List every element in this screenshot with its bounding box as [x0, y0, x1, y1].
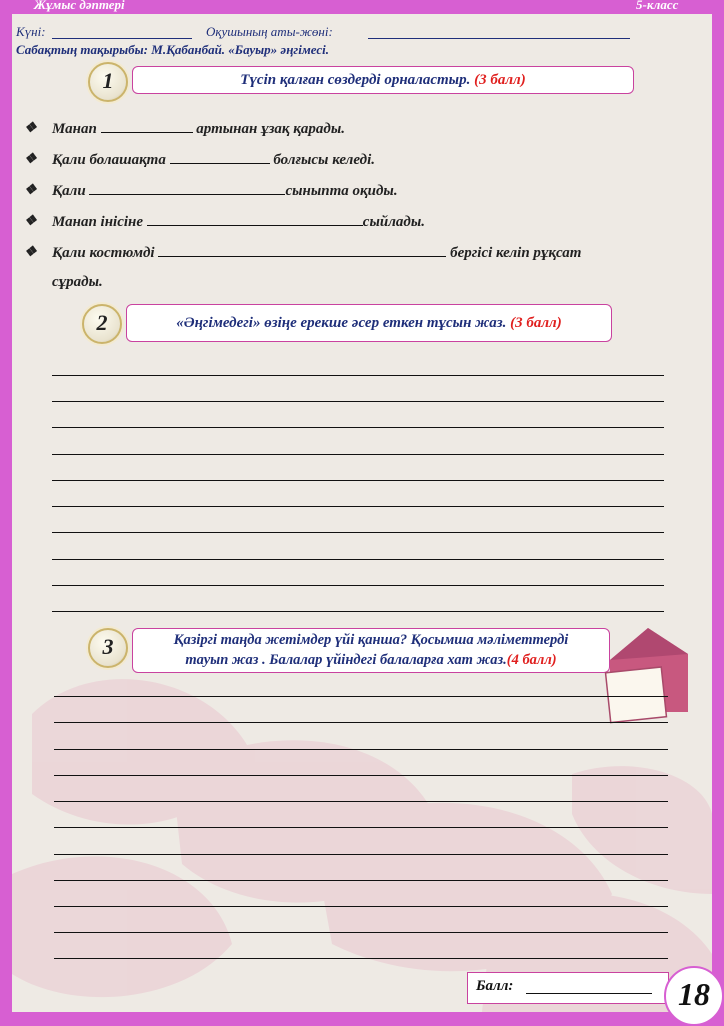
score-field[interactable]	[526, 993, 652, 994]
fill-item-5: ❖ Қали костюмді бергісі келіп рұқсат	[24, 245, 582, 261]
task-1-points: (3 балл)	[474, 72, 526, 88]
diamond-bullet-icon: ❖	[24, 183, 37, 198]
task-2-badge: 2	[82, 304, 122, 344]
grade-label: 5-класс	[636, 0, 679, 12]
task-2-points: (3 балл)	[510, 315, 562, 331]
date-field[interactable]	[52, 38, 192, 39]
task-3-banner	[132, 628, 610, 673]
blank-3[interactable]	[89, 182, 285, 195]
blank-1[interactable]	[101, 120, 193, 133]
task-3-points: (4 балл)	[506, 652, 557, 668]
task-1-badge: 1	[88, 62, 128, 102]
student-name-label: Оқушының аты-жөні:	[206, 24, 333, 39]
diamond-bullet-icon: ❖	[24, 214, 37, 229]
diamond-bullet-icon: ❖	[24, 152, 37, 167]
student-name-field[interactable]	[368, 38, 630, 39]
score-label: Балл:	[476, 978, 514, 994]
fill-item-1: ❖ Манап артынан ұзақ қарады.	[24, 121, 345, 137]
task-2-title: «Әңгімедегі» өзіңе ерекше әсер еткен тұсын жаз.	[176, 315, 507, 331]
task-1-banner	[132, 66, 634, 94]
date-label: Күні:	[16, 24, 46, 39]
top-frame	[0, 0, 724, 14]
score-box	[467, 972, 669, 1004]
fill-item-4: ❖ Манап інісіне сыйлады.	[24, 214, 425, 230]
task-3-title-line-1: Қазіргі таңда жетімдер үйі қанша? Қосымша мәліметтерді	[173, 632, 569, 648]
worksheet-page	[12, 14, 712, 1012]
workbook-title: Жұмыс дәптері	[34, 0, 125, 12]
fill-item-5-continuation: сұрады.	[52, 274, 103, 290]
lesson-topic: Сабақтың тақырыбы: М.Қабанбай. «Бауыр» әңгімесі.	[16, 42, 329, 57]
blank-4[interactable]	[147, 213, 363, 226]
blank-2[interactable]	[170, 151, 270, 164]
diamond-bullet-icon: ❖	[24, 121, 37, 136]
task-1-title: Түсіп қалған сөздерді орналастыр.	[240, 72, 471, 88]
diamond-bullet-icon: ❖	[24, 245, 37, 260]
task-3-title-line-2: тауып жаз . Балалар үйіндегі балаларға хат жаз.	[185, 652, 507, 668]
envelope-icon	[604, 620, 694, 724]
task-3-badge: 3	[88, 628, 128, 668]
page-number: 18	[664, 966, 724, 1026]
blank-5[interactable]	[158, 244, 446, 257]
fill-item-2: ❖ Қали болашақта болғысы келеді.	[24, 152, 375, 168]
task-2-banner	[126, 304, 612, 342]
fill-item-3: ❖ Қали сыныпта оқиды.	[24, 183, 398, 199]
